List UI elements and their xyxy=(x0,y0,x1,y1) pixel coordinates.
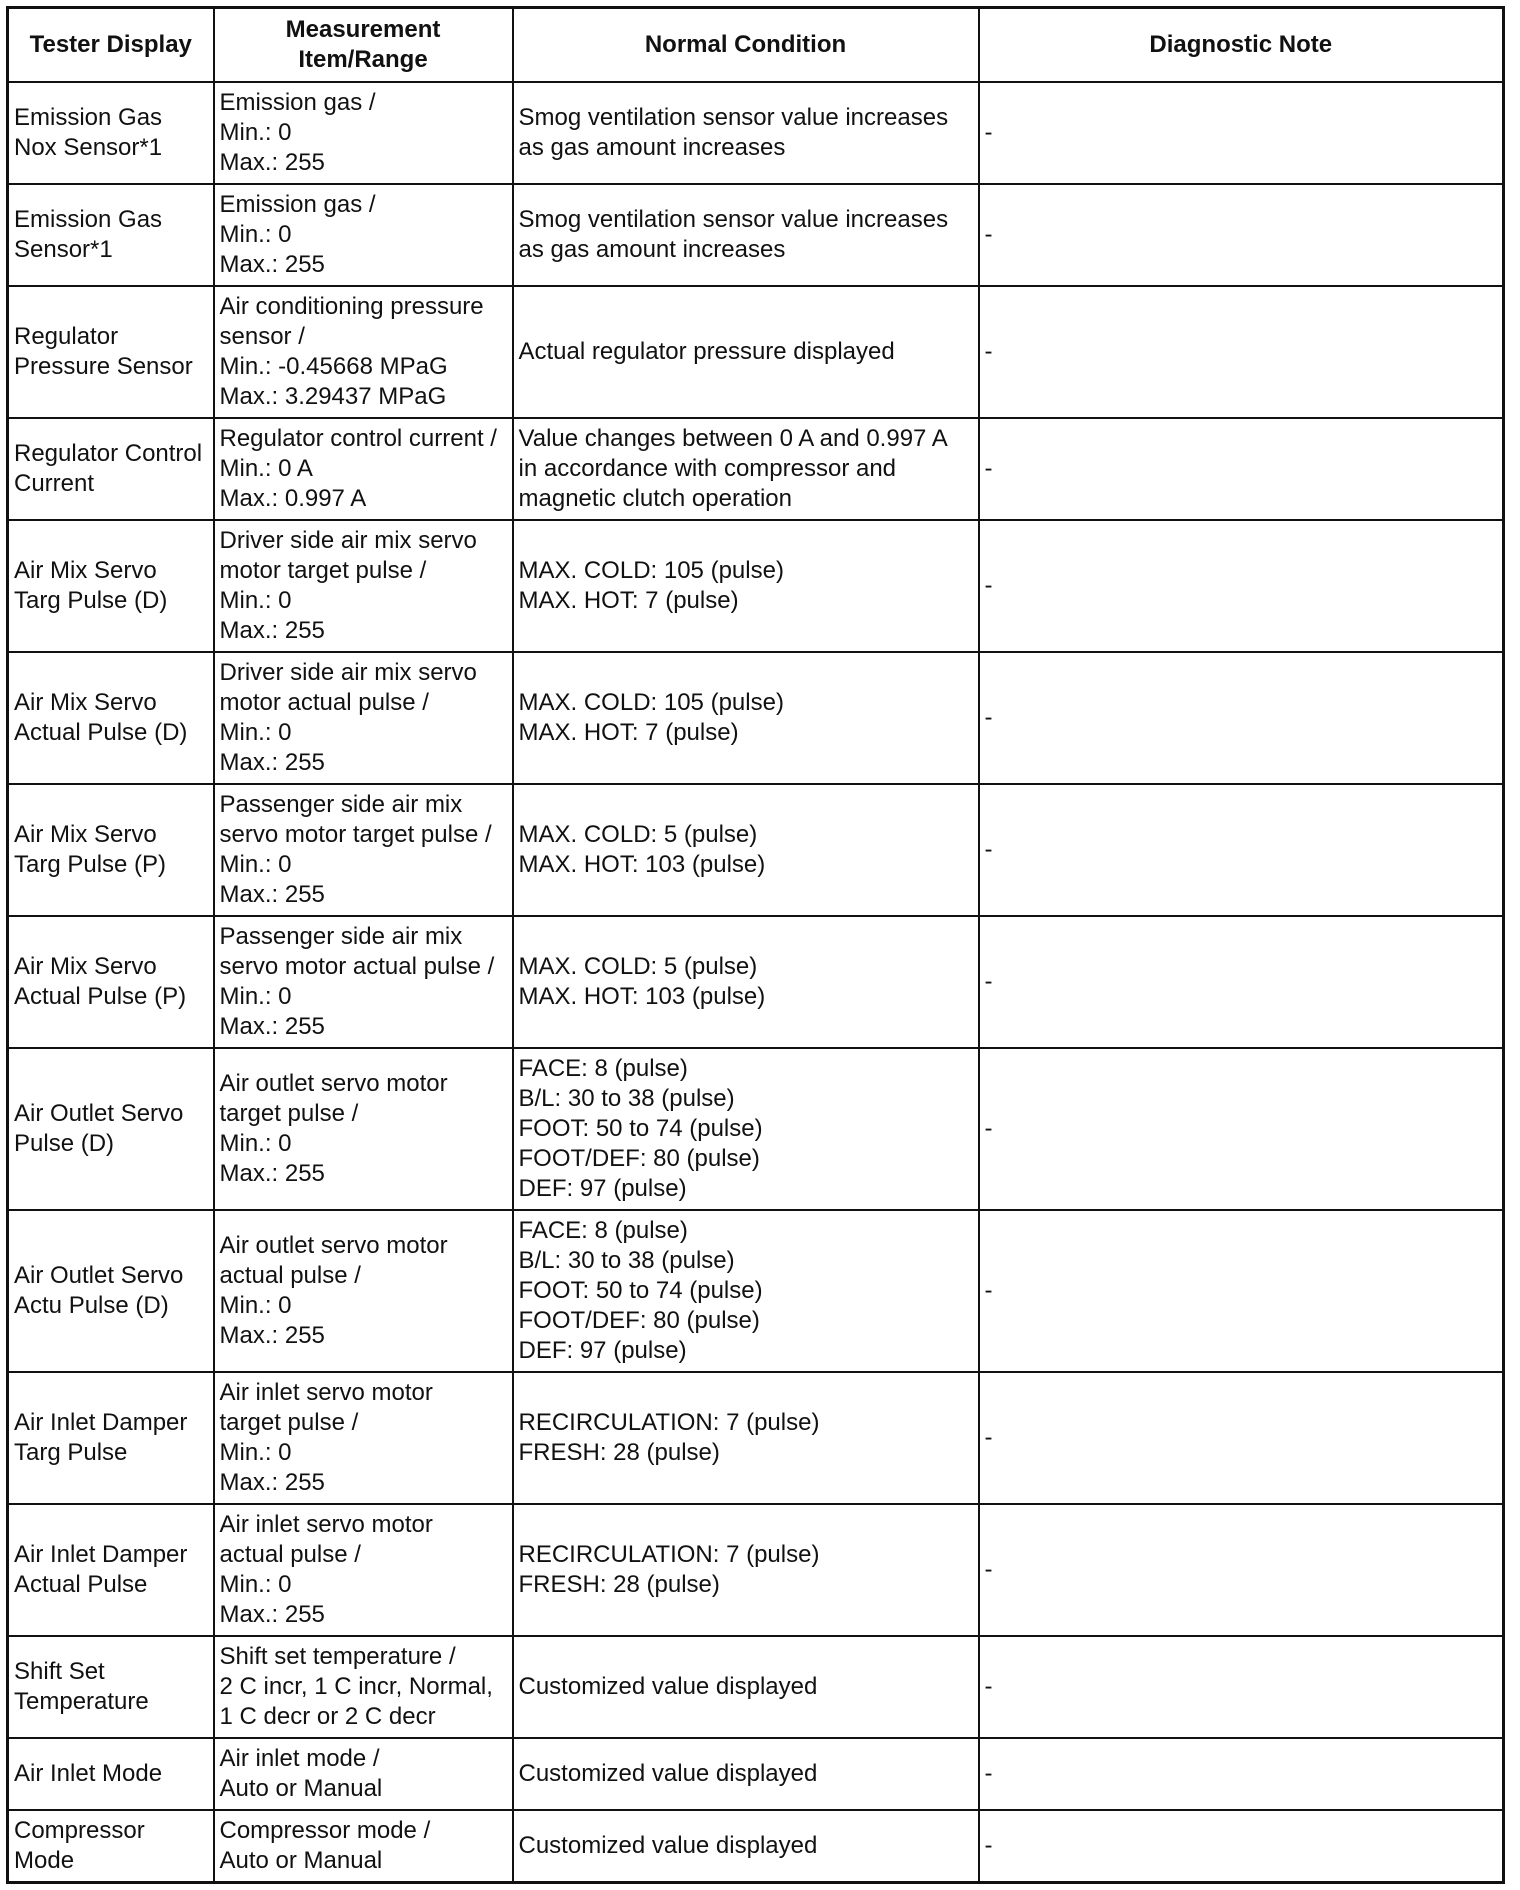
cell-measurement-range-line: Emission gas / xyxy=(219,89,376,116)
cell-measurement-range-line: 2 C incr, 1 C incr, Normal, xyxy=(219,1673,493,1700)
cell-normal-condition-line: as gas amount increases xyxy=(518,236,786,263)
cell-diagnostic-note: - xyxy=(979,1048,1504,1210)
cell-measurement-range-line: target pulse / xyxy=(219,1100,359,1127)
cell-measurement-range-line: 1 C decr or 2 C decr xyxy=(219,1703,436,1730)
cell-measurement-range-line: Max.: 255 xyxy=(219,1469,325,1496)
cell-tester-display xyxy=(8,286,214,418)
cell-normal-condition-line: B/L: 30 to 38 (pulse) xyxy=(518,1247,735,1274)
cell-normal-condition-line: Customized value displayed xyxy=(518,1831,818,1859)
cell-measurement-range xyxy=(214,1636,513,1738)
cell-tester-display xyxy=(8,418,214,520)
cell-diagnostic-note: - xyxy=(979,1210,1504,1372)
cell-normal-condition-line: FACE: 8 (pulse) xyxy=(518,1217,688,1244)
table-row xyxy=(8,286,1504,418)
cell-normal-condition-line: DEF: 97 (pulse) xyxy=(518,1175,687,1202)
cell-measurement-range-line: Min.: 0 xyxy=(219,1439,292,1466)
table-row xyxy=(8,1504,1504,1636)
cell-diagnostic-note: - xyxy=(979,652,1504,784)
cell-normal-condition-line: FRESH: 28 (pulse) xyxy=(518,1439,720,1466)
table-row xyxy=(8,784,1504,916)
cell-measurement-range xyxy=(214,82,513,184)
header-tester-display: Tester Display xyxy=(8,8,214,83)
cell-measurement-range-line: Max.: 0.997 A xyxy=(219,485,367,512)
cell-measurement-range-line: Max.: 3.29437 MPaG xyxy=(219,383,447,410)
cell-normal-condition xyxy=(513,1372,979,1504)
cell-measurement-range-line: motor target pulse / xyxy=(219,557,427,584)
cell-tester-display xyxy=(8,520,214,652)
cell-diagnostic-note: - xyxy=(979,1738,1504,1810)
cell-measurement-range-line: Regulator control current / xyxy=(219,425,497,452)
cell-tester-display-line: Pressure Sensor xyxy=(14,353,193,380)
cell-normal-condition-line: DEF: 97 (pulse) xyxy=(518,1337,687,1364)
cell-measurement-range-line: Max.: 255 xyxy=(219,251,325,278)
cell-measurement-range-line: Max.: 255 xyxy=(219,617,325,644)
cell-normal-condition xyxy=(513,1810,979,1882)
cell-measurement-range-line: Min.: 0 xyxy=(219,1571,292,1598)
cell-measurement-range-line: Air outlet servo motor xyxy=(219,1232,448,1259)
table-row xyxy=(8,184,1504,286)
table-row xyxy=(8,1048,1504,1210)
cell-tester-display xyxy=(8,184,214,286)
cell-tester-display xyxy=(8,1738,214,1810)
cell-measurement-range-line: Min.: 0 xyxy=(219,221,292,248)
cell-normal-condition-line: Customized value displayed xyxy=(518,1673,818,1700)
cell-measurement-range-line: Min.: 0 xyxy=(219,587,292,614)
cell-measurement-range-line: Air inlet servo motor xyxy=(219,1379,433,1406)
cell-normal-condition xyxy=(513,1048,979,1210)
cell-diagnostic-note: - xyxy=(979,1636,1504,1738)
cell-measurement-range-line: Auto or Manual xyxy=(219,1846,383,1874)
cell-normal-condition xyxy=(513,520,979,652)
cell-normal-condition-line: FOOT/DEF: 80 (pulse) xyxy=(518,1307,760,1334)
cell-measurement-range-line: Min.: 0 xyxy=(219,119,292,146)
cell-normal-condition xyxy=(513,1504,979,1636)
cell-measurement-range-line: Max.: 255 xyxy=(219,749,325,776)
cell-tester-display xyxy=(8,1210,214,1372)
cell-measurement-range-line: Auto or Manual xyxy=(219,1775,383,1802)
cell-measurement-range-line: Compressor mode / xyxy=(219,1816,431,1844)
cell-measurement-range-line: Max.: 255 xyxy=(219,1322,325,1349)
table-row xyxy=(8,1210,1504,1372)
cell-normal-condition-line: as gas amount increases xyxy=(518,134,786,161)
cell-measurement-range xyxy=(214,1810,513,1882)
cell-tester-display xyxy=(8,82,214,184)
cell-measurement-range-line: motor actual pulse / xyxy=(219,689,429,716)
cell-normal-condition xyxy=(513,1738,979,1810)
cell-diagnostic-note: - xyxy=(979,1504,1504,1636)
cell-tester-display-line: Air Outlet Servo xyxy=(14,1262,184,1289)
table-row xyxy=(8,1738,1504,1810)
diagnostic-data-table xyxy=(6,6,1505,1884)
cell-measurement-range xyxy=(214,652,513,784)
cell-measurement-range xyxy=(214,286,513,418)
cell-measurement-range-line: Min.: 0 xyxy=(219,851,292,878)
table-row xyxy=(8,916,1504,1048)
table-row xyxy=(8,82,1504,184)
cell-measurement-range xyxy=(214,1048,513,1210)
cell-diagnostic-note: - xyxy=(979,286,1504,418)
cell-normal-condition-line: in accordance with compressor and xyxy=(518,455,897,482)
cell-tester-display xyxy=(8,652,214,784)
cell-measurement-range-line: Max.: 255 xyxy=(219,881,325,908)
cell-tester-display-line: Air Inlet Damper xyxy=(14,1409,188,1436)
cell-tester-display xyxy=(8,1372,214,1504)
cell-measurement-range xyxy=(214,520,513,652)
cell-measurement-range-line: Min.: -0.45668 MPaG xyxy=(219,353,448,380)
cell-tester-display-line: Targ Pulse xyxy=(14,1439,128,1466)
cell-tester-display-line: Compressor xyxy=(14,1816,145,1844)
cell-tester-display xyxy=(8,1048,214,1210)
cell-tester-display-line: Temperature xyxy=(14,1688,149,1715)
cell-normal-condition xyxy=(513,1636,979,1738)
table-row xyxy=(8,1636,1504,1738)
cell-measurement-range-line: Air outlet servo motor xyxy=(219,1070,448,1097)
table-row xyxy=(8,1372,1504,1504)
cell-measurement-range-line: Max.: 255 xyxy=(219,149,325,176)
cell-measurement-range-line: Min.: 0 A xyxy=(219,455,313,482)
cell-normal-condition-line: MAX. HOT: 7 (pulse) xyxy=(518,719,739,746)
header-normal-condition: Normal Condition xyxy=(513,8,979,83)
cell-tester-display xyxy=(8,784,214,916)
cell-normal-condition xyxy=(513,286,979,418)
cell-measurement-range-line: Driver side air mix servo xyxy=(219,659,477,686)
cell-normal-condition-line: MAX. HOT: 103 (pulse) xyxy=(518,983,766,1010)
cell-measurement-range-line: Shift set temperature / xyxy=(219,1643,456,1670)
cell-normal-condition-line: Smog ventilation sensor value increases xyxy=(518,104,949,131)
cell-measurement-range-line: servo motor actual pulse / xyxy=(219,953,495,980)
cell-normal-condition xyxy=(513,916,979,1048)
cell-measurement-range-line: Air inlet servo motor xyxy=(219,1511,433,1538)
cell-normal-condition xyxy=(513,784,979,916)
cell-tester-display-line: Actu Pulse (D) xyxy=(14,1292,169,1319)
cell-tester-display xyxy=(8,1636,214,1738)
cell-normal-condition-line: MAX. COLD: 105 (pulse) xyxy=(518,557,784,584)
cell-diagnostic-note: - xyxy=(979,916,1504,1048)
cell-measurement-range xyxy=(214,1210,513,1372)
cell-measurement-range-line: Air conditioning pressure xyxy=(219,293,484,320)
cell-normal-condition-line: MAX. HOT: 103 (pulse) xyxy=(518,851,766,878)
cell-diagnostic-note: - xyxy=(979,1810,1504,1882)
cell-measurement-range-line: Air inlet mode / xyxy=(219,1745,380,1772)
cell-tester-display-line: Air Inlet Damper xyxy=(14,1541,188,1568)
cell-measurement-range xyxy=(214,418,513,520)
cell-normal-condition xyxy=(513,184,979,286)
cell-tester-display-line: Air Mix Servo xyxy=(14,557,157,584)
cell-measurement-range-line: Min.: 0 xyxy=(219,1292,292,1319)
table-row xyxy=(8,520,1504,652)
header-diagnostic-note: Diagnostic Note xyxy=(979,8,1504,83)
cell-measurement-range-line: sensor / xyxy=(219,323,305,350)
cell-tester-display-line: Actual Pulse xyxy=(14,1571,148,1598)
table-row xyxy=(8,418,1504,520)
cell-tester-display-line: Air Outlet Servo xyxy=(14,1100,184,1127)
cell-normal-condition-line: MAX. COLD: 105 (pulse) xyxy=(518,689,784,716)
cell-measurement-range-line: target pulse / xyxy=(219,1409,359,1436)
cell-measurement-range-line: Max.: 255 xyxy=(219,1013,325,1040)
cell-normal-condition-line: RECIRCULATION: 7 (pulse) xyxy=(518,1409,820,1436)
cell-normal-condition-line: RECIRCULATION: 7 (pulse) xyxy=(518,1541,820,1568)
cell-diagnostic-note: - xyxy=(979,784,1504,916)
cell-measurement-range-line: actual pulse / xyxy=(219,1541,361,1568)
table-row xyxy=(8,1810,1504,1882)
cell-tester-display-line: Air Inlet Mode xyxy=(14,1760,163,1787)
cell-normal-condition-line: FACE: 8 (pulse) xyxy=(518,1055,688,1082)
cell-measurement-range-line: Min.: 0 xyxy=(219,983,292,1010)
cell-measurement-range-line: actual pulse / xyxy=(219,1262,361,1289)
cell-diagnostic-note: - xyxy=(979,82,1504,184)
cell-tester-display-line: Emission Gas xyxy=(14,104,163,131)
cell-diagnostic-note: - xyxy=(979,520,1504,652)
cell-measurement-range-line: Max.: 255 xyxy=(219,1160,325,1187)
cell-tester-display-line: Air Mix Servo xyxy=(14,689,157,716)
cell-tester-display-line: Emission Gas xyxy=(14,206,163,233)
cell-tester-display-line: Actual Pulse (P) xyxy=(14,983,187,1010)
cell-normal-condition-line: MAX. COLD: 5 (pulse) xyxy=(518,953,758,980)
cell-normal-condition-line: magnetic clutch operation xyxy=(518,485,792,512)
cell-measurement-range xyxy=(214,916,513,1048)
cell-normal-condition-line: FRESH: 28 (pulse) xyxy=(518,1571,720,1598)
cell-measurement-range xyxy=(214,184,513,286)
cell-normal-condition-line: Actual regulator pressure displayed xyxy=(518,338,895,365)
cell-measurement-range xyxy=(214,1738,513,1810)
cell-measurement-range-line: Passenger side air mix xyxy=(219,923,463,950)
cell-normal-condition-line: B/L: 30 to 38 (pulse) xyxy=(518,1085,735,1112)
cell-measurement-range xyxy=(214,1372,513,1504)
cell-measurement-range-line: Min.: 0 xyxy=(219,719,292,746)
cell-tester-display-line: Regulator Control xyxy=(14,440,203,467)
cell-diagnostic-note: - xyxy=(979,184,1504,286)
cell-measurement-range-line: Passenger side air mix xyxy=(219,791,463,818)
cell-normal-condition-line: MAX. COLD: 5 (pulse) xyxy=(518,821,758,848)
cell-tester-display-line: Targ Pulse (P) xyxy=(14,851,167,878)
cell-measurement-range-line: servo motor target pulse / xyxy=(219,821,492,848)
cell-diagnostic-note: - xyxy=(979,1372,1504,1504)
cell-tester-display xyxy=(8,1810,214,1882)
cell-normal-condition xyxy=(513,1210,979,1372)
cell-tester-display-line: Pulse (D) xyxy=(14,1130,115,1157)
cell-tester-display-line: Regulator xyxy=(14,323,119,350)
cell-normal-condition-line: FOOT: 50 to 74 (pulse) xyxy=(518,1115,763,1142)
cell-normal-condition xyxy=(513,418,979,520)
cell-tester-display-line: Actual Pulse (D) xyxy=(14,719,188,746)
cell-normal-condition-line: FOOT: 50 to 74 (pulse) xyxy=(518,1277,763,1304)
cell-normal-condition xyxy=(513,652,979,784)
cell-tester-display xyxy=(8,916,214,1048)
header-measurement-item-range: Measurement Item/Range xyxy=(214,8,513,83)
cell-normal-condition-line: Smog ventilation sensor value increases xyxy=(518,206,949,233)
cell-normal-condition-line: MAX. HOT: 7 (pulse) xyxy=(518,587,739,614)
cell-normal-condition-line: Customized value displayed xyxy=(518,1760,818,1787)
cell-tester-display-line: Shift Set xyxy=(14,1658,105,1685)
cell-tester-display-line: Targ Pulse (D) xyxy=(14,587,168,614)
cell-measurement-range xyxy=(214,784,513,916)
cell-measurement-range-line: Min.: 0 xyxy=(219,1130,292,1157)
cell-tester-display-line: Sensor*1 xyxy=(14,236,113,263)
cell-tester-display-line: Nox Sensor*1 xyxy=(14,134,163,161)
cell-diagnostic-note: - xyxy=(979,418,1504,520)
table-body xyxy=(8,82,1504,1882)
cell-tester-display-line: Air Mix Servo xyxy=(14,953,157,980)
cell-tester-display xyxy=(8,1504,214,1636)
cell-tester-display-line: Air Mix Servo xyxy=(14,821,157,848)
table-row xyxy=(8,652,1504,784)
cell-measurement-range-line: Driver side air mix servo xyxy=(219,527,477,554)
cell-tester-display-line: Mode xyxy=(14,1846,75,1874)
cell-measurement-range-line: Emission gas / xyxy=(219,191,376,218)
cell-normal-condition-line: FOOT/DEF: 80 (pulse) xyxy=(518,1145,760,1172)
cell-normal-condition-line: Value changes between 0 A and 0.997 A xyxy=(518,425,948,452)
table-header-row xyxy=(8,8,1504,83)
cell-normal-condition xyxy=(513,82,979,184)
cell-measurement-range-line: Max.: 255 xyxy=(219,1601,325,1628)
cell-tester-display-line: Current xyxy=(14,470,95,497)
cell-measurement-range xyxy=(214,1504,513,1636)
